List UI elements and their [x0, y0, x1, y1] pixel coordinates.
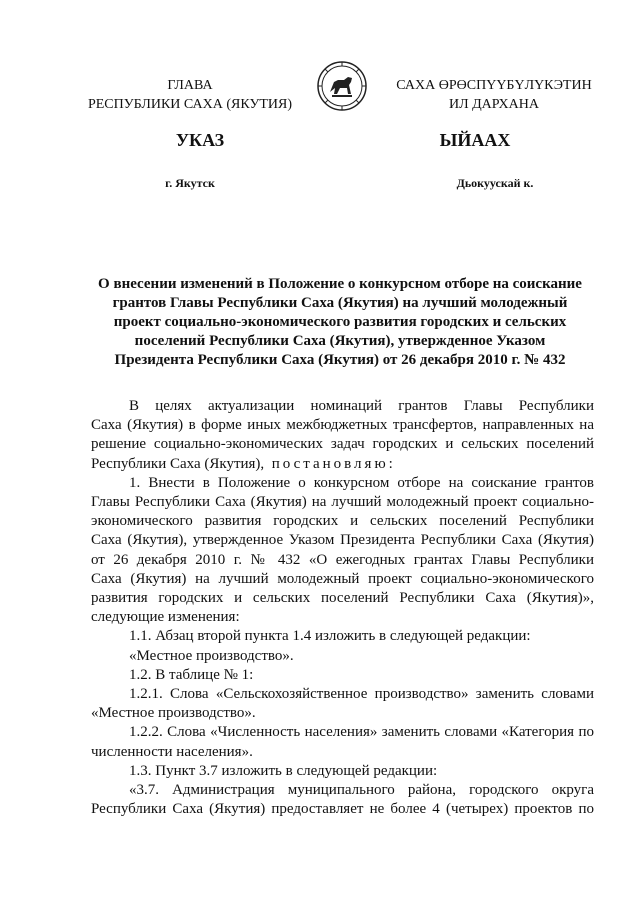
item-1-2-2: 1.2.2. Слова «Численность населения» заменить словами «Категория по: [129, 724, 594, 741]
decree-type-ru: УКАЗ: [175, 130, 225, 150]
title-line: поселений Республики Саха (Якутия), утвержденное Указом: [134, 333, 546, 349]
decree-type-sah: ЫЙААХ: [439, 130, 511, 150]
document-title: [80, 275, 600, 370]
item-1-2-2-cont: численности населения».: [91, 743, 253, 760]
body-line: Саха (Якутия) на лучший молодежный проект социально-экономического: [91, 570, 594, 587]
body-line: Саха (Якутия) в форме иных межбюджетных трансфертов, направленных на: [91, 417, 594, 434]
item-1-3: 1.3. Пункт 3.7 изложить в следующей редакции:: [129, 762, 438, 779]
header-left-line1: ГЛАВА: [167, 78, 213, 93]
header-right: [394, 76, 594, 114]
title-line: О внесении изменений в Положение о конкурсном отборе на соискание: [98, 276, 582, 292]
body-line: от 26 декабря 2010 г. № 432 «О ежегодных грантах Главы Республики: [91, 551, 594, 568]
body-line: следующие изменения:: [91, 609, 240, 626]
place-sah: Дьокуускай к.: [456, 176, 534, 190]
header-right-line2: ИЛ ДАРХАНА: [448, 97, 539, 112]
document-body: [91, 397, 594, 819]
item-1-2: 1.2. В таблице № 1:: [129, 666, 254, 683]
body-line: Главы Республики Саха (Якутия) на лучший молодежный проект социально-: [91, 494, 594, 511]
body-line: экономического развития городских и сельских поселений Республики: [91, 513, 594, 530]
body-line: решение социально-экономических задач городских и сельских поселений: [91, 436, 594, 453]
header-right-line1: САХА ӨРӨСПҮҮБҮЛҮКЭТИН: [396, 78, 592, 93]
item-1-2-1-cont: «Местное производство».: [91, 705, 256, 722]
item-1-1-text: «Местное производство».: [129, 647, 294, 664]
item-3-7-cont: Республики Саха (Якутия) предоставляет не более 4 (четырех) проектов по: [91, 801, 594, 818]
item-1-2-1: 1.2.1. Слова «Сельскохозяйственное производство» заменить словами: [129, 686, 594, 703]
header-left-line2: РЕСПУБЛИКИ САХА (ЯКУТИЯ): [87, 97, 293, 112]
body-line: [91, 455, 594, 474]
item-1-1: 1.1. Абзац второй пункта 1.4 изложить в следующей редакции:: [129, 628, 531, 645]
title-line: проект социально-экономического развития городских и сельских: [113, 314, 567, 330]
title-line: грантов Главы Республики Саха (Якутия) на лучший молодежный: [112, 295, 568, 311]
body-line: 1. Внести в Положение о конкурсном отборе на соискание грантов: [129, 474, 594, 491]
body-line: Саха (Якутия), утвержденное Указом Президента Республики Саха (Якутия): [91, 532, 594, 549]
item-3-7: «3.7. Администрация муниципального района, городского округа: [129, 782, 594, 799]
place-ru: г. Якутск: [165, 176, 215, 190]
title-line: Президента Республики Саха (Якутия) от 26 декабря 2010 г. № 432: [114, 352, 566, 368]
body-line: В целях актуализации номинаций грантов Главы Республики: [129, 398, 594, 414]
decree-word: постановляю:: [271, 455, 396, 472]
body-line: развития городских и сельских поселений Республики Саха (Якутия)»,: [91, 590, 594, 607]
body-text: Республики Саха (Якутия),: [91, 455, 265, 472]
header-left: [60, 76, 320, 114]
coat-of-arms-icon: [314, 60, 370, 112]
